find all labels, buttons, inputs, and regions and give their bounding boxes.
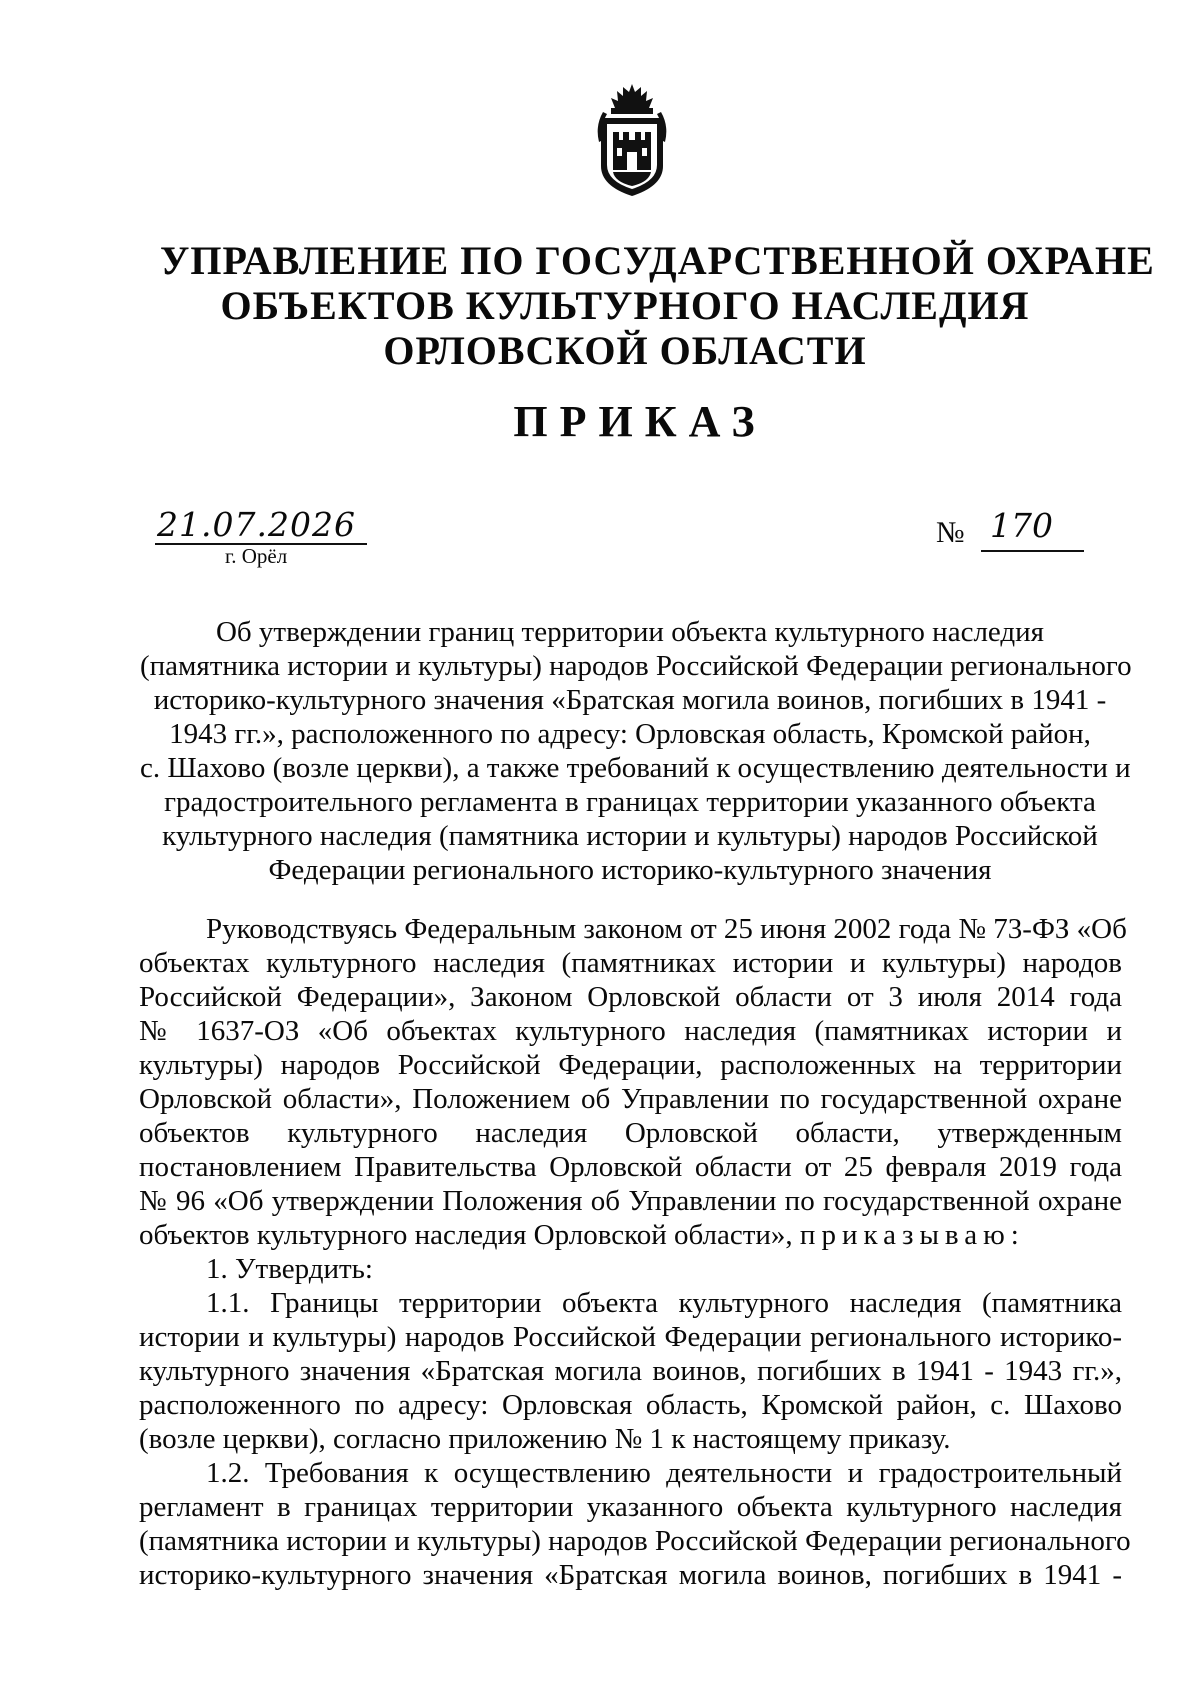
- item-1-2-line: историко-культурного значения «Братская могила воинов, погибших в 1941 -: [139, 1559, 1122, 1591]
- item-1-2-line: регламент в границах территории указанного объекта культурного наследия: [139, 1491, 1122, 1523]
- item-1-1-line: расположенного по адресу: Орловская область, Кромской район, с. Шахово: [139, 1389, 1122, 1421]
- subject-line: градостроительного регламента в границах территории указанного объекта: [164, 786, 1096, 818]
- body-line: объектов культурного наследия Орловской области, утвержденным: [139, 1117, 1122, 1149]
- subject-line: Федерации регионального историко-культурного значения: [268, 854, 992, 886]
- item-1-2-line: (памятника истории и культуры) народов Российской Федерации регионального: [139, 1525, 1131, 1557]
- subject-line: Об утверждении границ территории объекта культурного наследия: [215, 616, 1045, 648]
- order-body: [139, 912, 1131, 1592]
- body-line: Руководствуясь Федеральным законом от 25 июня 2002 года № 73-ФЗ «Об: [206, 913, 1127, 945]
- body-line: культуры) народов Российской Федерации, расположенных на территории: [139, 1049, 1122, 1081]
- subject-line: с. Шахово (возле церкви), а также требований к осуществлению деятельности и: [140, 752, 1131, 784]
- orel-oblast-coat-of-arms-icon: [589, 82, 675, 200]
- item-1-1-line: (возле церкви), согласно приложению № 1 к настоящему приказу.: [139, 1423, 951, 1455]
- agency-name: [160, 238, 1155, 373]
- item-1-1-line: истории и культуры) народов Российской Федерации регионального историко-: [139, 1321, 1122, 1353]
- document-type-title: ПРИКАЗ: [513, 397, 767, 446]
- body-line: Орловской области», Положением об Управлении по государственной охране: [139, 1083, 1122, 1115]
- body-line: № 1637-ОЗ «Об объектах культурного наследия (памятниках истории и: [139, 1015, 1122, 1047]
- number-block: [936, 506, 1086, 557]
- body-line: Российской Федерации», Законом Орловской области от 3 июля 2014 года: [139, 981, 1122, 1013]
- number-sign: №: [936, 516, 965, 549]
- agency-name-line: ОРЛОВСКОЙ ОБЛАСТИ: [383, 328, 867, 373]
- handwritten-number: 170: [990, 506, 1053, 545]
- item-1-1-line: культурного значения «Братская могила воинов, погибших в 1941 - 1943 гг.»,: [139, 1355, 1122, 1387]
- item-1: 1. Утвердить:: [206, 1253, 373, 1285]
- subject-line: культурного наследия (памятника истории и культуры) народов Российской: [162, 820, 1098, 852]
- order-word: приказываю:: [799, 1219, 1025, 1251]
- body-line: [139, 1218, 1122, 1252]
- item-1-2-line: 1.2. Требования к осуществлению деятельности и градостроительный: [206, 1457, 1122, 1489]
- preamble-end: объектов культурного наследия Орловской области»,: [139, 1219, 793, 1251]
- body-line: объектах культурного наследия (памятниках истории и культуры) народов: [139, 947, 1122, 979]
- date-block: [155, 505, 370, 568]
- agency-name-line: ОБЪЕКТОВ КУЛЬТУРНОГО НАСЛЕДИЯ: [220, 283, 1030, 328]
- order-subject: [140, 615, 1132, 887]
- agency-name-line: УПРАВЛЕНИЕ ПО ГОСУДАРСТВЕННОЙ ОХРАНЕ: [160, 238, 1155, 283]
- subject-line: историко-культурного значения «Братская могила воинов, погибших в 1941 -: [153, 684, 1107, 716]
- body-line: постановлением Правительства Орловской области от 25 февраля 2019 года: [139, 1151, 1122, 1183]
- city-label: г. Орёл: [225, 544, 288, 568]
- subject-line: (памятника истории и культуры) народов Российской Федерации регионального: [140, 650, 1132, 682]
- subject-line: 1943 гг.», расположенного по адресу: Орловская область, Кромской район,: [169, 718, 1091, 750]
- number-underline: [981, 550, 1084, 552]
- item-1-1-line: 1.1. Границы территории объекта культурного наследия (памятника: [206, 1287, 1122, 1319]
- body-line: № 96 «Об утверждении Положения об Управлении по государственной охране: [139, 1185, 1122, 1217]
- handwritten-date: 21.07.2026: [157, 505, 356, 544]
